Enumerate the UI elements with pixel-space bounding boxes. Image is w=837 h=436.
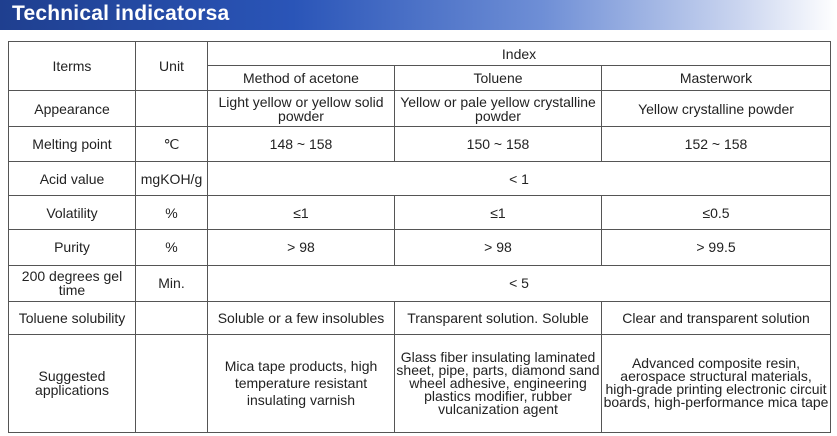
row-value-masterwork: Clear and transparent solution [602, 301, 831, 334]
row-value-masterwork: 152 ~ 158 [602, 127, 831, 162]
table-row [9, 265, 831, 301]
row-item: Appearance [9, 91, 136, 127]
row-value-acetone: > 98 [208, 230, 395, 265]
row-item: Acid value [9, 162, 136, 196]
row-value-toluene: 150 ~ 158 [395, 127, 602, 162]
row-value-masterwork: Yellow crystalline powder [602, 91, 831, 127]
row-value-masterwork: > 99.5 [602, 230, 831, 265]
table-row [9, 301, 831, 334]
table-row [9, 127, 831, 162]
row-item: Volatility [9, 196, 136, 230]
row-value-toluene: ≤1 [395, 196, 602, 230]
row-unit [136, 301, 208, 334]
row-value-acetone: Soluble or a few insolubles [208, 301, 395, 334]
table-row [9, 162, 831, 196]
row-value-acetone: ≤1 [208, 196, 395, 230]
row-value-merged: < 5 [208, 265, 831, 301]
row-value-masterwork: ≤0.5 [602, 196, 831, 230]
header-method-toluene: Toluene [395, 66, 602, 91]
row-value-acetone: Mica tape products, high temperature resistant insulating varnish [208, 334, 395, 432]
row-unit: ℃ [136, 127, 208, 162]
header-method-acetone: Method of acetone [208, 66, 395, 91]
row-value-toluene: Transparent solution. Soluble [395, 301, 602, 334]
table-row [9, 230, 831, 265]
row-value-merged: < 1 [208, 162, 831, 196]
row-value-toluene: Yellow or pale yellow crystalline powder [395, 91, 602, 127]
table-row [9, 334, 831, 432]
row-unit: % [136, 196, 208, 230]
row-unit [136, 91, 208, 127]
row-value-toluene: > 98 [395, 230, 602, 265]
row-value-acetone: 148 ~ 158 [208, 127, 395, 162]
row-unit: mgKOH/g [136, 162, 208, 196]
row-value-masterwork: Advanced composite resin, aerospace structural materials, high-grade printing electronic circuit boards, high-performance mica tape [602, 334, 831, 432]
table-row [9, 196, 831, 230]
technical-indicators-table [8, 41, 831, 433]
header-method-masterwork: Masterwork [602, 66, 831, 91]
title-banner [0, 0, 837, 30]
header-items: Iterms [9, 42, 136, 91]
row-item: 200 degrees gel time [9, 265, 136, 301]
header-unit: Unit [136, 42, 208, 91]
row-item: Melting point [9, 127, 136, 162]
row-unit [136, 334, 208, 432]
page-title: Technical indicatorsa [12, 2, 230, 25]
header-index: Index [208, 42, 831, 66]
row-item: Toluene solubility [9, 301, 136, 334]
row-item: Suggested applications [9, 334, 136, 432]
row-unit: % [136, 230, 208, 265]
row-unit: Min. [136, 265, 208, 301]
row-item: Purity [9, 230, 136, 265]
row-value-acetone: Light yellow or yellow solid powder [208, 91, 395, 127]
table-row [9, 91, 831, 127]
row-value-toluene: Glass fiber insulating laminated sheet, pipe, parts, diamond sand wheel adhesive, engineering plastics modifier, rubber vulcanization agent [395, 334, 602, 432]
